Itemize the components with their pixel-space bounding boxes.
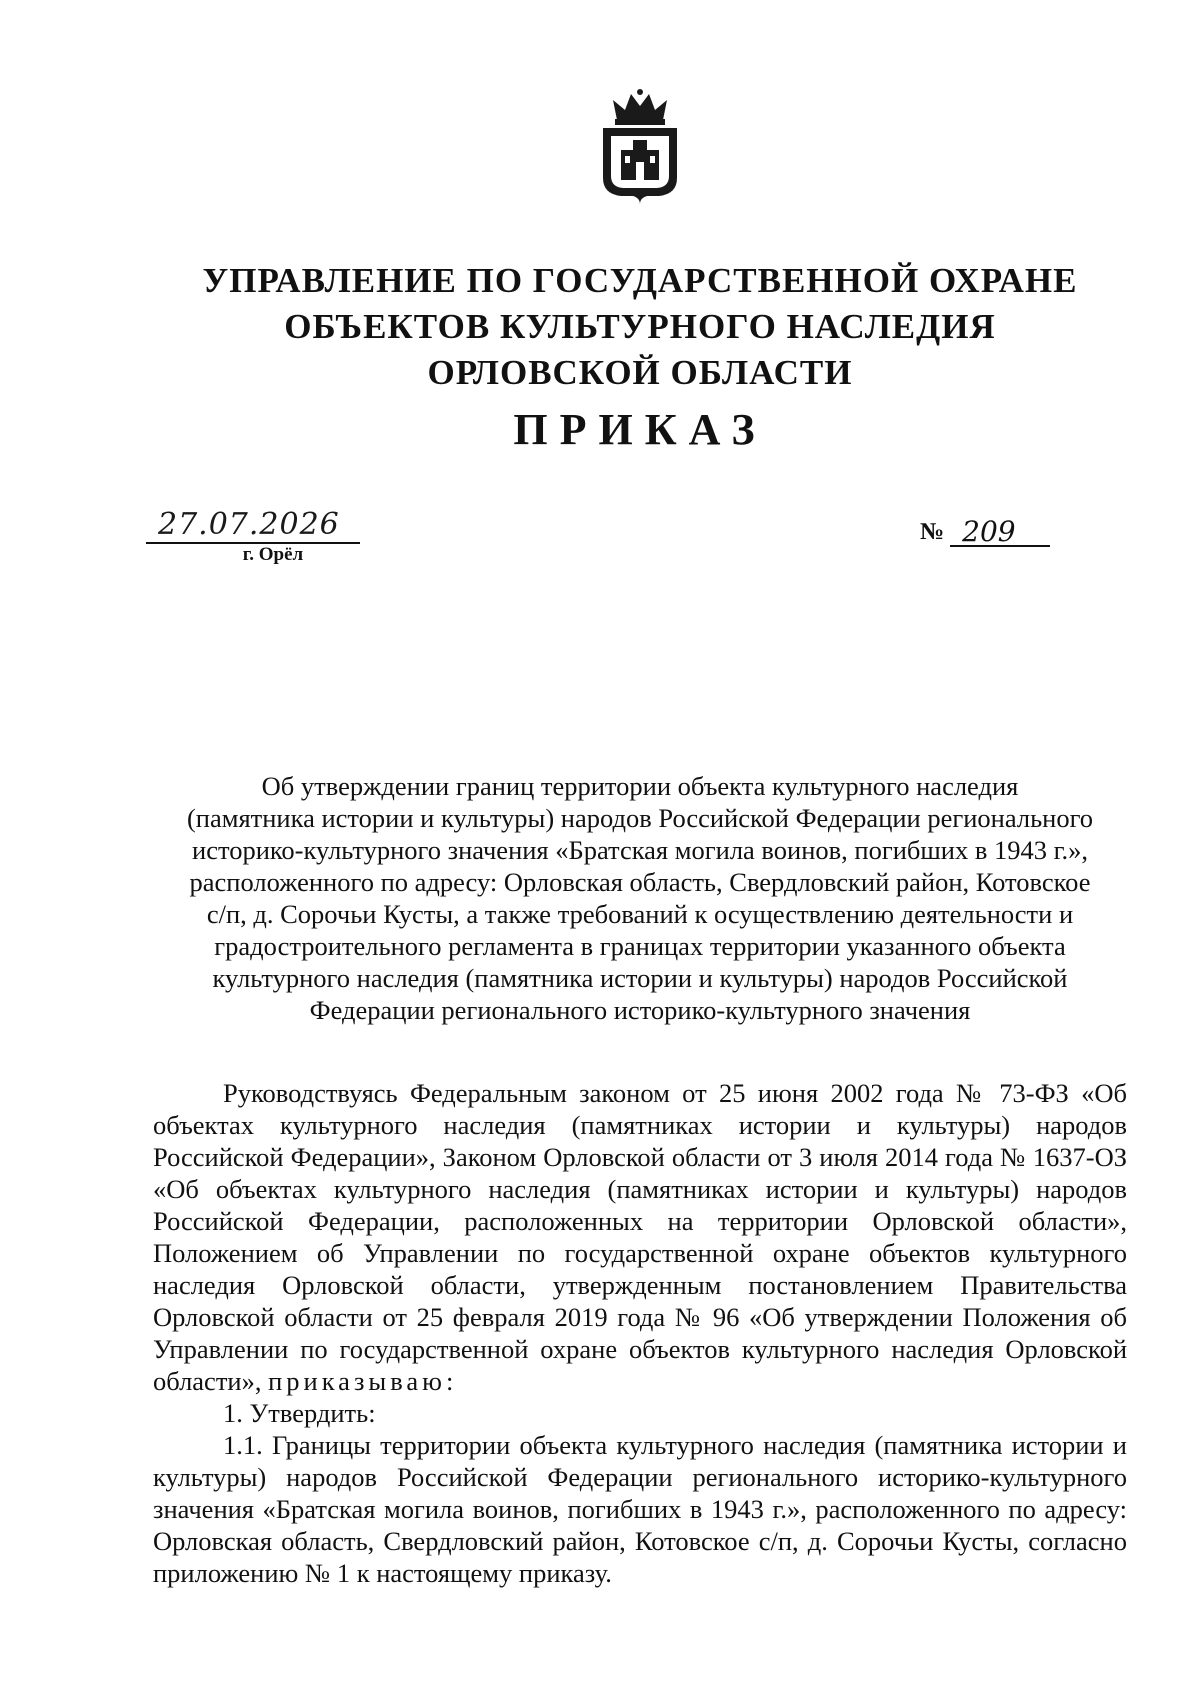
- handwritten-number: 209: [950, 517, 1050, 547]
- document-number: [920, 517, 1050, 547]
- item-1-1: 1.1. Границы территории объекта культурного наследия (памятника истории и культуры) народов Российской Федерации регионального историко-культурного значения «Братская могила воинов, погибших в 1943 г.», расположенного по адресу: Орловская область, Свердловский район, Котовское с/п, д. Сорочьи Кусты, согласно приложению № 1 к настоящему приказу.: [153, 1430, 1127, 1588]
- order-word: приказываю:: [268, 1366, 458, 1396]
- document-title: ПРИКАЗ: [513, 405, 767, 454]
- agency-name: [150, 258, 1130, 396]
- item-1: 1. Утвердить:: [223, 1398, 376, 1428]
- agency-line-3: ОРЛОВСКОЙ ОБЛАСТИ: [427, 353, 853, 392]
- handwritten-date: 27.07.2026: [146, 508, 360, 544]
- order-subject: [150, 770, 1130, 1026]
- preamble-text: Руководствуясь Федеральным законом от 25 июня 2002 года № 73-ФЗ «Об объектах культурного наследия (памятниках истории и культуры) народов Российской Федерации», Законом Орловской области от 3 июля 2014 года № 1637-ОЗ «Об объектах культурного наследия (памятниках истории и культуры) народов Российской Федерации, расположенных на территории Орловской области», Положением об Управлении по государственной охране объектов культурного наследия Орловской области, утвержденным постановлением Правительства Орловской области от 25 февраля 2019 года № 96 «Об утверждении Положения об Управлении по государственной охране объектов культурного наследия Орловской области»,: [153, 1078, 1127, 1396]
- subject-line: Об утверждении границ территории объекта культурного наследия: [261, 771, 1019, 801]
- subject-line: расположенного по адресу: Орловская область, Свердловский район, Котовское: [189, 867, 1091, 897]
- preamble-paragraph: [153, 1077, 1127, 1397]
- city-label: г. Орёл: [242, 544, 304, 565]
- subject-line: с/п, д. Сорочьи Кусты, а также требований к осуществлению деятельности и: [206, 899, 1074, 929]
- agency-line-2: ОБЪЕКТОВ КУЛЬТУРНОГО НАСЛЕДИЯ: [284, 307, 996, 346]
- subject-line: историко-культурного значения «Братская могила воинов, погибших в 1943 г.»,: [192, 835, 1088, 865]
- date-block: [146, 508, 360, 566]
- number-sign: №: [920, 519, 945, 545]
- subject-line: культурного наследия (памятника истории и культуры) народов Российской: [212, 963, 1068, 993]
- coat-of-arms-icon: [595, 86, 685, 206]
- subject-line: градостроительного регламента в границах территории указанного объекта: [214, 931, 1066, 961]
- subject-line: Федерации регионального историко-культурного значения: [309, 995, 971, 1025]
- subject-line: (памятника истории и культуры) народов Российской Федерации регионального: [186, 803, 1094, 833]
- agency-line-1: УПРАВЛЕНИЕ ПО ГОСУДАРСТВЕННОЙ ОХРАНЕ: [202, 261, 1078, 300]
- order-body: [153, 1077, 1127, 1589]
